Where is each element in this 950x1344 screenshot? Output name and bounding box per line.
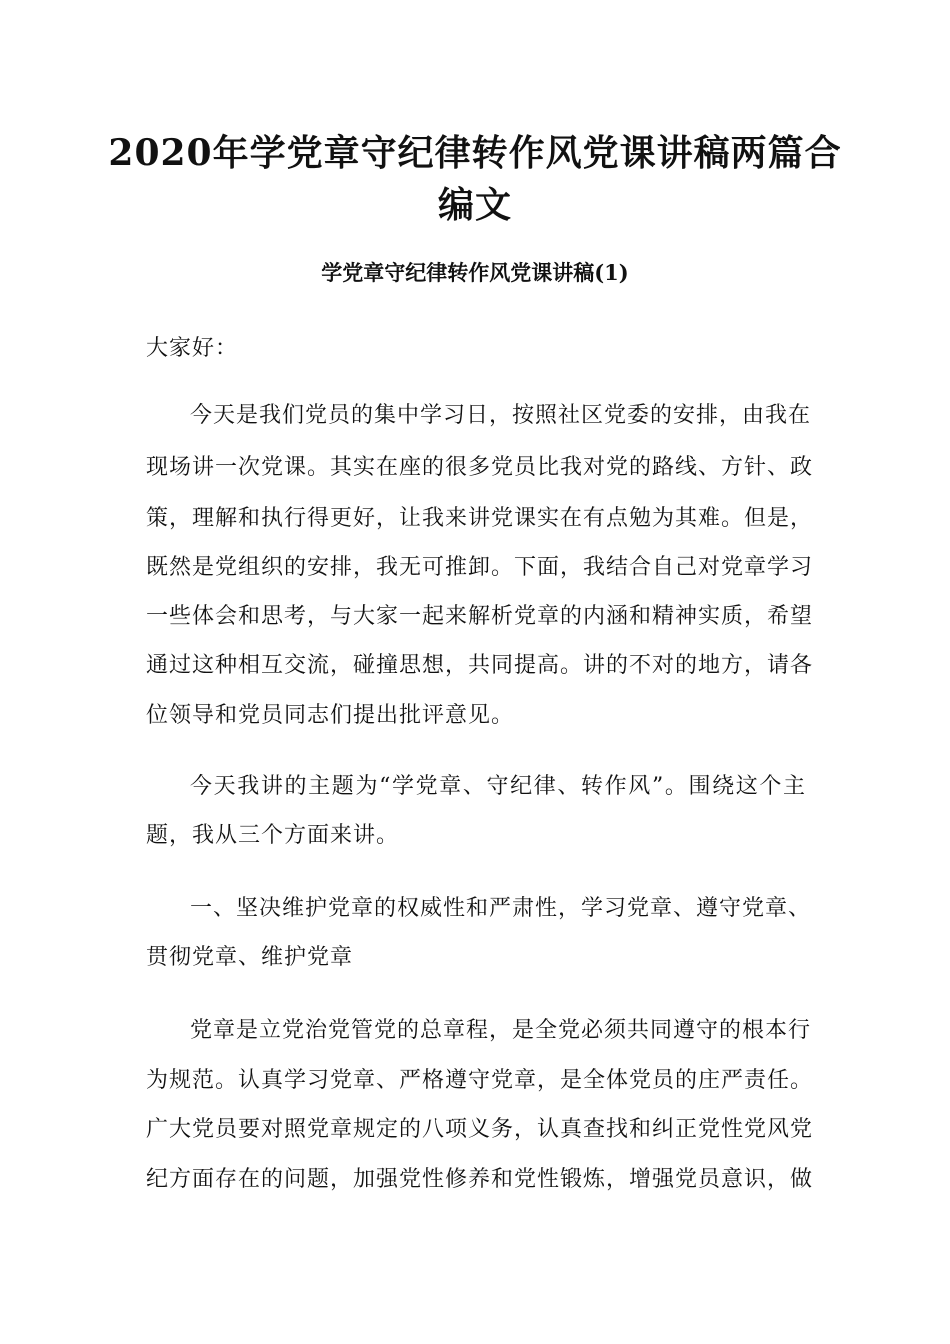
document-title-line-1: 2020年学党章守纪律转作风党课讲稿两篇合 xyxy=(108,132,842,174)
section-heading-line: 贯彻党章、维护党章 xyxy=(146,945,354,970)
section-heading-line: 一、坚决维护党章的权威性和严肃性，学习党章、遵守党章、 xyxy=(190,896,812,921)
paragraph-1-line: 策，理解和执行得更好，让我来讲党课实在有点勉为其难。但是， xyxy=(146,506,814,531)
document-subtitle: 学党章守纪律转作风党课讲稿(1) xyxy=(321,260,629,285)
paragraph-2-line: 今天我讲的主题为“学党章、守纪律、转作风”。围绕这个主 xyxy=(190,774,806,799)
document-title-line-2: 编文 xyxy=(437,184,512,226)
paragraph-3-line: 为规范。认真学习党章、严格遵守党章，是全体党员的庄严责任。 xyxy=(146,1068,814,1093)
paragraph-3-line: 广大党员要对照党章规定的八项义务，认真查找和纠正党性党风党 xyxy=(146,1117,814,1142)
paragraph-3-line: 纪方面存在的问题，加强党性修养和党性锻炼，增强党员意识，做 xyxy=(146,1167,814,1192)
paragraph-1-line: 今天是我们党员的集中学习日，按照社区党委的安排，由我在 xyxy=(190,403,812,428)
greeting: 大家好： xyxy=(146,336,239,361)
paragraph-1-line: 现场讲一次党课。其实在座的很多党员比我对党的路线、方针、政 xyxy=(146,455,814,480)
paragraph-1-line: 一些体会和思考，与大家一起来解析党章的内涵和精神实质，希望 xyxy=(146,604,814,629)
paragraph-1-line: 位领导和党员同志们提出批评意见。 xyxy=(146,703,515,728)
paragraph-1-line: 既然是党组织的安排，我无可推卸。下面，我结合自己对党章学习 xyxy=(146,555,814,580)
paragraph-1-line: 通过这种相互交流，碰撞思想，共同提高。讲的不对的地方，请各 xyxy=(146,653,814,678)
paragraph-3-line: 党章是立党治党管党的总章程，是全党必须共同遵守的根本行 xyxy=(190,1018,812,1043)
paragraph-2-line: 题，我从三个方面来讲。 xyxy=(146,823,400,848)
